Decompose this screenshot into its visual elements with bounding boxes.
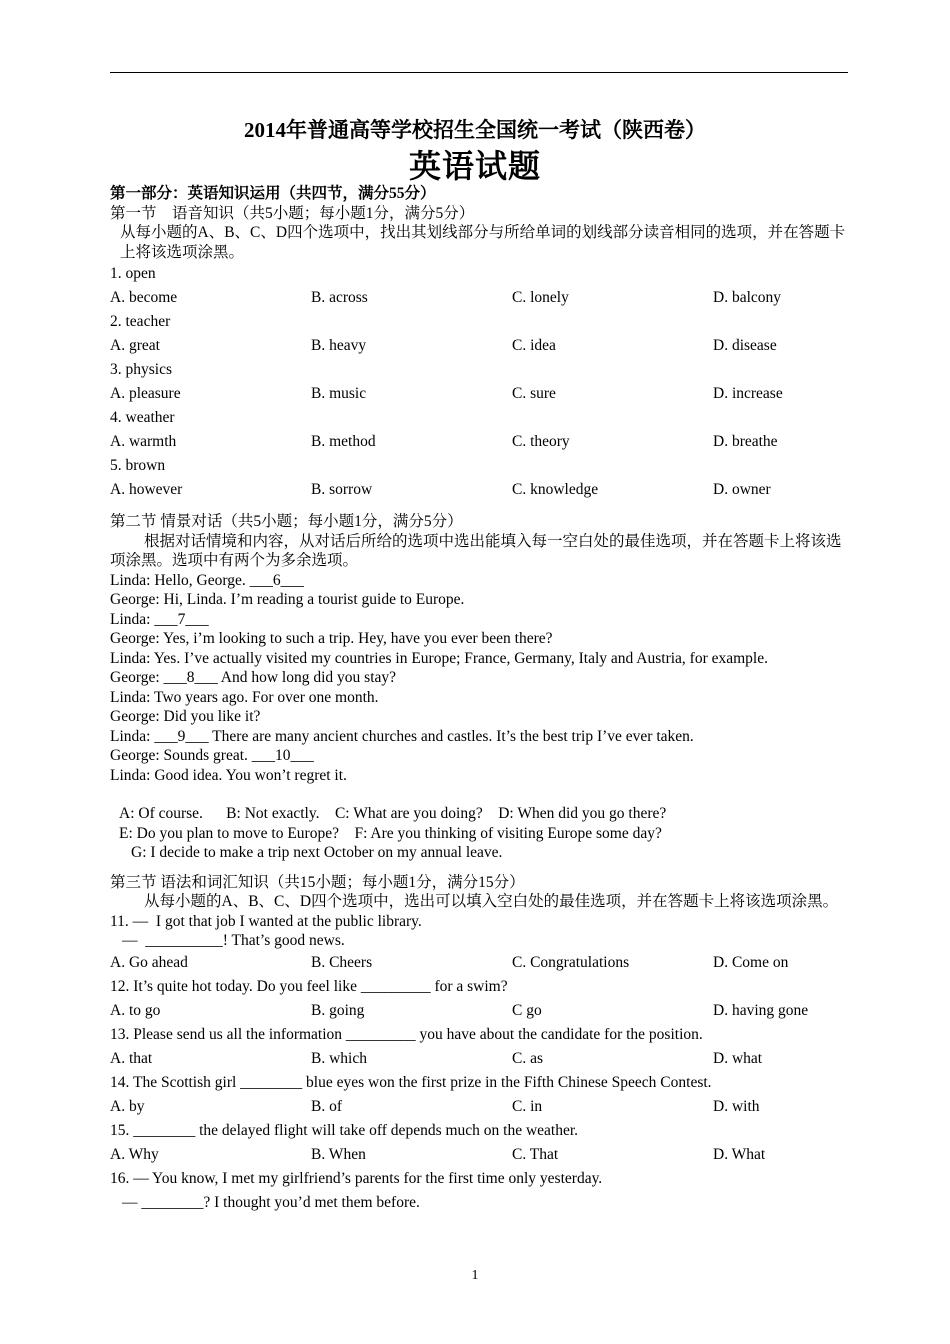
dialogue-line: Linda: Hello, George. ___6___ bbox=[110, 571, 304, 589]
option-row bbox=[110, 478, 850, 502]
option-d: D. increase bbox=[713, 385, 783, 402]
option-b: B. of bbox=[311, 1097, 342, 1115]
section1-instruction: 从每小题的A、B、C、D四个选项中，找出其划线部分与所给单词的划线部分读音相同的选项，并在答题卡上将该选项涂黑。 bbox=[120, 224, 846, 261]
option-c: C. theory bbox=[512, 433, 570, 450]
option-d: D. balcony bbox=[713, 289, 782, 306]
question-11-reply: — __________! That’s good news. bbox=[122, 932, 345, 949]
option-a: A. pleasure bbox=[110, 385, 181, 402]
option-c: C go bbox=[512, 1001, 542, 1019]
option-row bbox=[110, 1143, 850, 1167]
option-b: B. across bbox=[311, 289, 368, 306]
dialogue-line: Linda: Two years ago. For over one month. bbox=[110, 688, 379, 706]
question-stem: 4. weather bbox=[110, 409, 175, 426]
question-stem: 3. physics bbox=[110, 361, 172, 378]
option-a: A. to go bbox=[110, 1001, 161, 1019]
option-a: A. become bbox=[110, 289, 178, 306]
question-12-stem: 12. It’s quite hot today. Do you feel like _________ for a swim? bbox=[110, 977, 508, 995]
section2-heading: 第二节 情景对话（共5小题；每小题1分，满分5分） bbox=[110, 513, 463, 530]
option-d: D. disease bbox=[713, 337, 777, 354]
option-b: B. sorrow bbox=[311, 481, 373, 498]
choice-line: G: I decide to make a trip next October on my annual leave. bbox=[131, 844, 503, 861]
dialogue-line: George: ___8___ And how long did you stay? bbox=[110, 669, 397, 686]
option-c: C. knowledge bbox=[512, 481, 599, 498]
dialogue-line: Linda: Yes. I’ve actually visited my countries in Europe; France, Germany, Italy and Austria, for example. bbox=[110, 649, 768, 667]
option-b: B. going bbox=[311, 1001, 365, 1019]
header-rule bbox=[110, 72, 848, 73]
question-11-stem: 11. — I got that job I wanted at the public library. bbox=[110, 912, 422, 930]
dialogue-line: George: Hi, Linda. I’m reading a tourist guide to Europe. bbox=[110, 591, 465, 608]
option-c: C. Congratulations bbox=[512, 953, 630, 971]
option-a: A. by bbox=[110, 1097, 145, 1115]
phonetics-questions bbox=[110, 262, 850, 502]
page-number: 1 bbox=[471, 1268, 479, 1283]
option-row bbox=[110, 999, 850, 1023]
option-a: A. Go ahead bbox=[110, 953, 188, 971]
option-a: A. Why bbox=[110, 1145, 159, 1163]
question-stem: 1. open bbox=[110, 265, 156, 282]
option-d: D. What bbox=[713, 1145, 766, 1163]
option-row bbox=[110, 334, 850, 358]
option-b: B. method bbox=[311, 433, 376, 450]
option-a: A. great bbox=[110, 337, 160, 354]
dialogue-line: Linda: ___9___ There are many ancient churches and castles. It’s the best trip I’ve ever taken. bbox=[110, 727, 694, 745]
option-row bbox=[110, 1095, 850, 1119]
option-b: B. which bbox=[311, 1049, 367, 1067]
exam-content bbox=[110, 184, 850, 1215]
option-b: B. When bbox=[311, 1145, 366, 1163]
question-16-reply: — ________? I thought you’d met them before. bbox=[122, 1193, 420, 1211]
dialogue-line: George: Yes, i’m looking to such a trip. Hey, have you ever been there? bbox=[110, 630, 553, 647]
option-row bbox=[110, 1047, 850, 1071]
option-a: A. however bbox=[110, 481, 183, 498]
option-d: D. with bbox=[713, 1097, 760, 1115]
option-c: C. That bbox=[512, 1145, 559, 1163]
option-d: D. what bbox=[713, 1049, 763, 1067]
option-row bbox=[110, 286, 850, 310]
part1-heading: 第一部分：英语知识运用（共四节，满分55分） bbox=[110, 185, 436, 202]
section3-heading: 第三节 语法和词汇知识（共15小题；每小题1分，满分15分） bbox=[110, 873, 525, 891]
dialogue bbox=[110, 571, 850, 786]
dialogue-line: Linda: Good idea. You won’t regret it. bbox=[110, 766, 347, 784]
option-d: D. owner bbox=[713, 481, 771, 498]
option-d: D. breathe bbox=[713, 433, 778, 450]
option-c: C. lonely bbox=[512, 289, 569, 306]
question-15-stem: 15. ________ the delayed flight will take off depends much on the weather. bbox=[110, 1121, 579, 1139]
option-row bbox=[110, 951, 850, 975]
section3-instruction: 从每小题的A、B、C、D四个选项中，选出可以填入空白处的最佳选项，并在答题卡上将该选项涂黑。 bbox=[144, 893, 839, 910]
question-16-stem: 16. — You know, I met my girlfriend’s parents for the first time only yesterday. bbox=[110, 1169, 603, 1187]
question-14-stem: 14. The Scottish girl ________ blue eyes won the first prize in the Fifth Chinese Speech Contest. bbox=[110, 1073, 712, 1091]
exam-title: 2014年普通高等学校招生全国统一考试（陕西卷） bbox=[244, 118, 706, 142]
option-d: D. Come on bbox=[713, 953, 789, 971]
option-row bbox=[110, 382, 850, 406]
dialogue-line: George: Sounds great. ___10___ bbox=[110, 747, 314, 764]
question-stem: 5. brown bbox=[110, 457, 166, 474]
question-13-stem: 13. Please send us all the information _________ you have about the candidate for the position. bbox=[110, 1025, 703, 1043]
section2-instruction: 根据对话情境和内容，从对话后所给的选项中选出能填入每一空白处的最佳选项，并在答题卡上将该选项涂黑。选项中有两个为多余选项。 bbox=[110, 532, 842, 569]
option-b: B. heavy bbox=[311, 337, 367, 354]
option-d: D. having gone bbox=[713, 1001, 809, 1019]
choice-line: E: Do you plan to move to Europe? F: Are you thinking of visiting Europe some day? bbox=[119, 824, 662, 842]
option-c: C. sure bbox=[512, 385, 556, 402]
option-b: B. music bbox=[311, 385, 367, 402]
exam-subject-title: 英语试题 bbox=[408, 148, 541, 184]
dialogue-line: George: Did you like it? bbox=[110, 708, 261, 725]
option-c: C. idea bbox=[512, 337, 556, 354]
option-c: C. in bbox=[512, 1097, 543, 1115]
choice-line: A: Of course. B: Not exactly. C: What are you doing? D: When did you go there? bbox=[119, 805, 667, 822]
option-a: A. that bbox=[110, 1049, 153, 1067]
dialogue-choices bbox=[110, 804, 850, 863]
question-stem: 2. teacher bbox=[110, 313, 171, 330]
option-row bbox=[110, 430, 850, 454]
dialogue-line: Linda: ___7___ bbox=[110, 610, 209, 628]
option-b: B. Cheers bbox=[311, 953, 373, 971]
option-c: C. as bbox=[512, 1049, 543, 1067]
option-a: A. warmth bbox=[110, 433, 177, 450]
section1-heading: 第一节 语音知识（共5小题；每小题1分，满分5分） bbox=[110, 204, 475, 222]
